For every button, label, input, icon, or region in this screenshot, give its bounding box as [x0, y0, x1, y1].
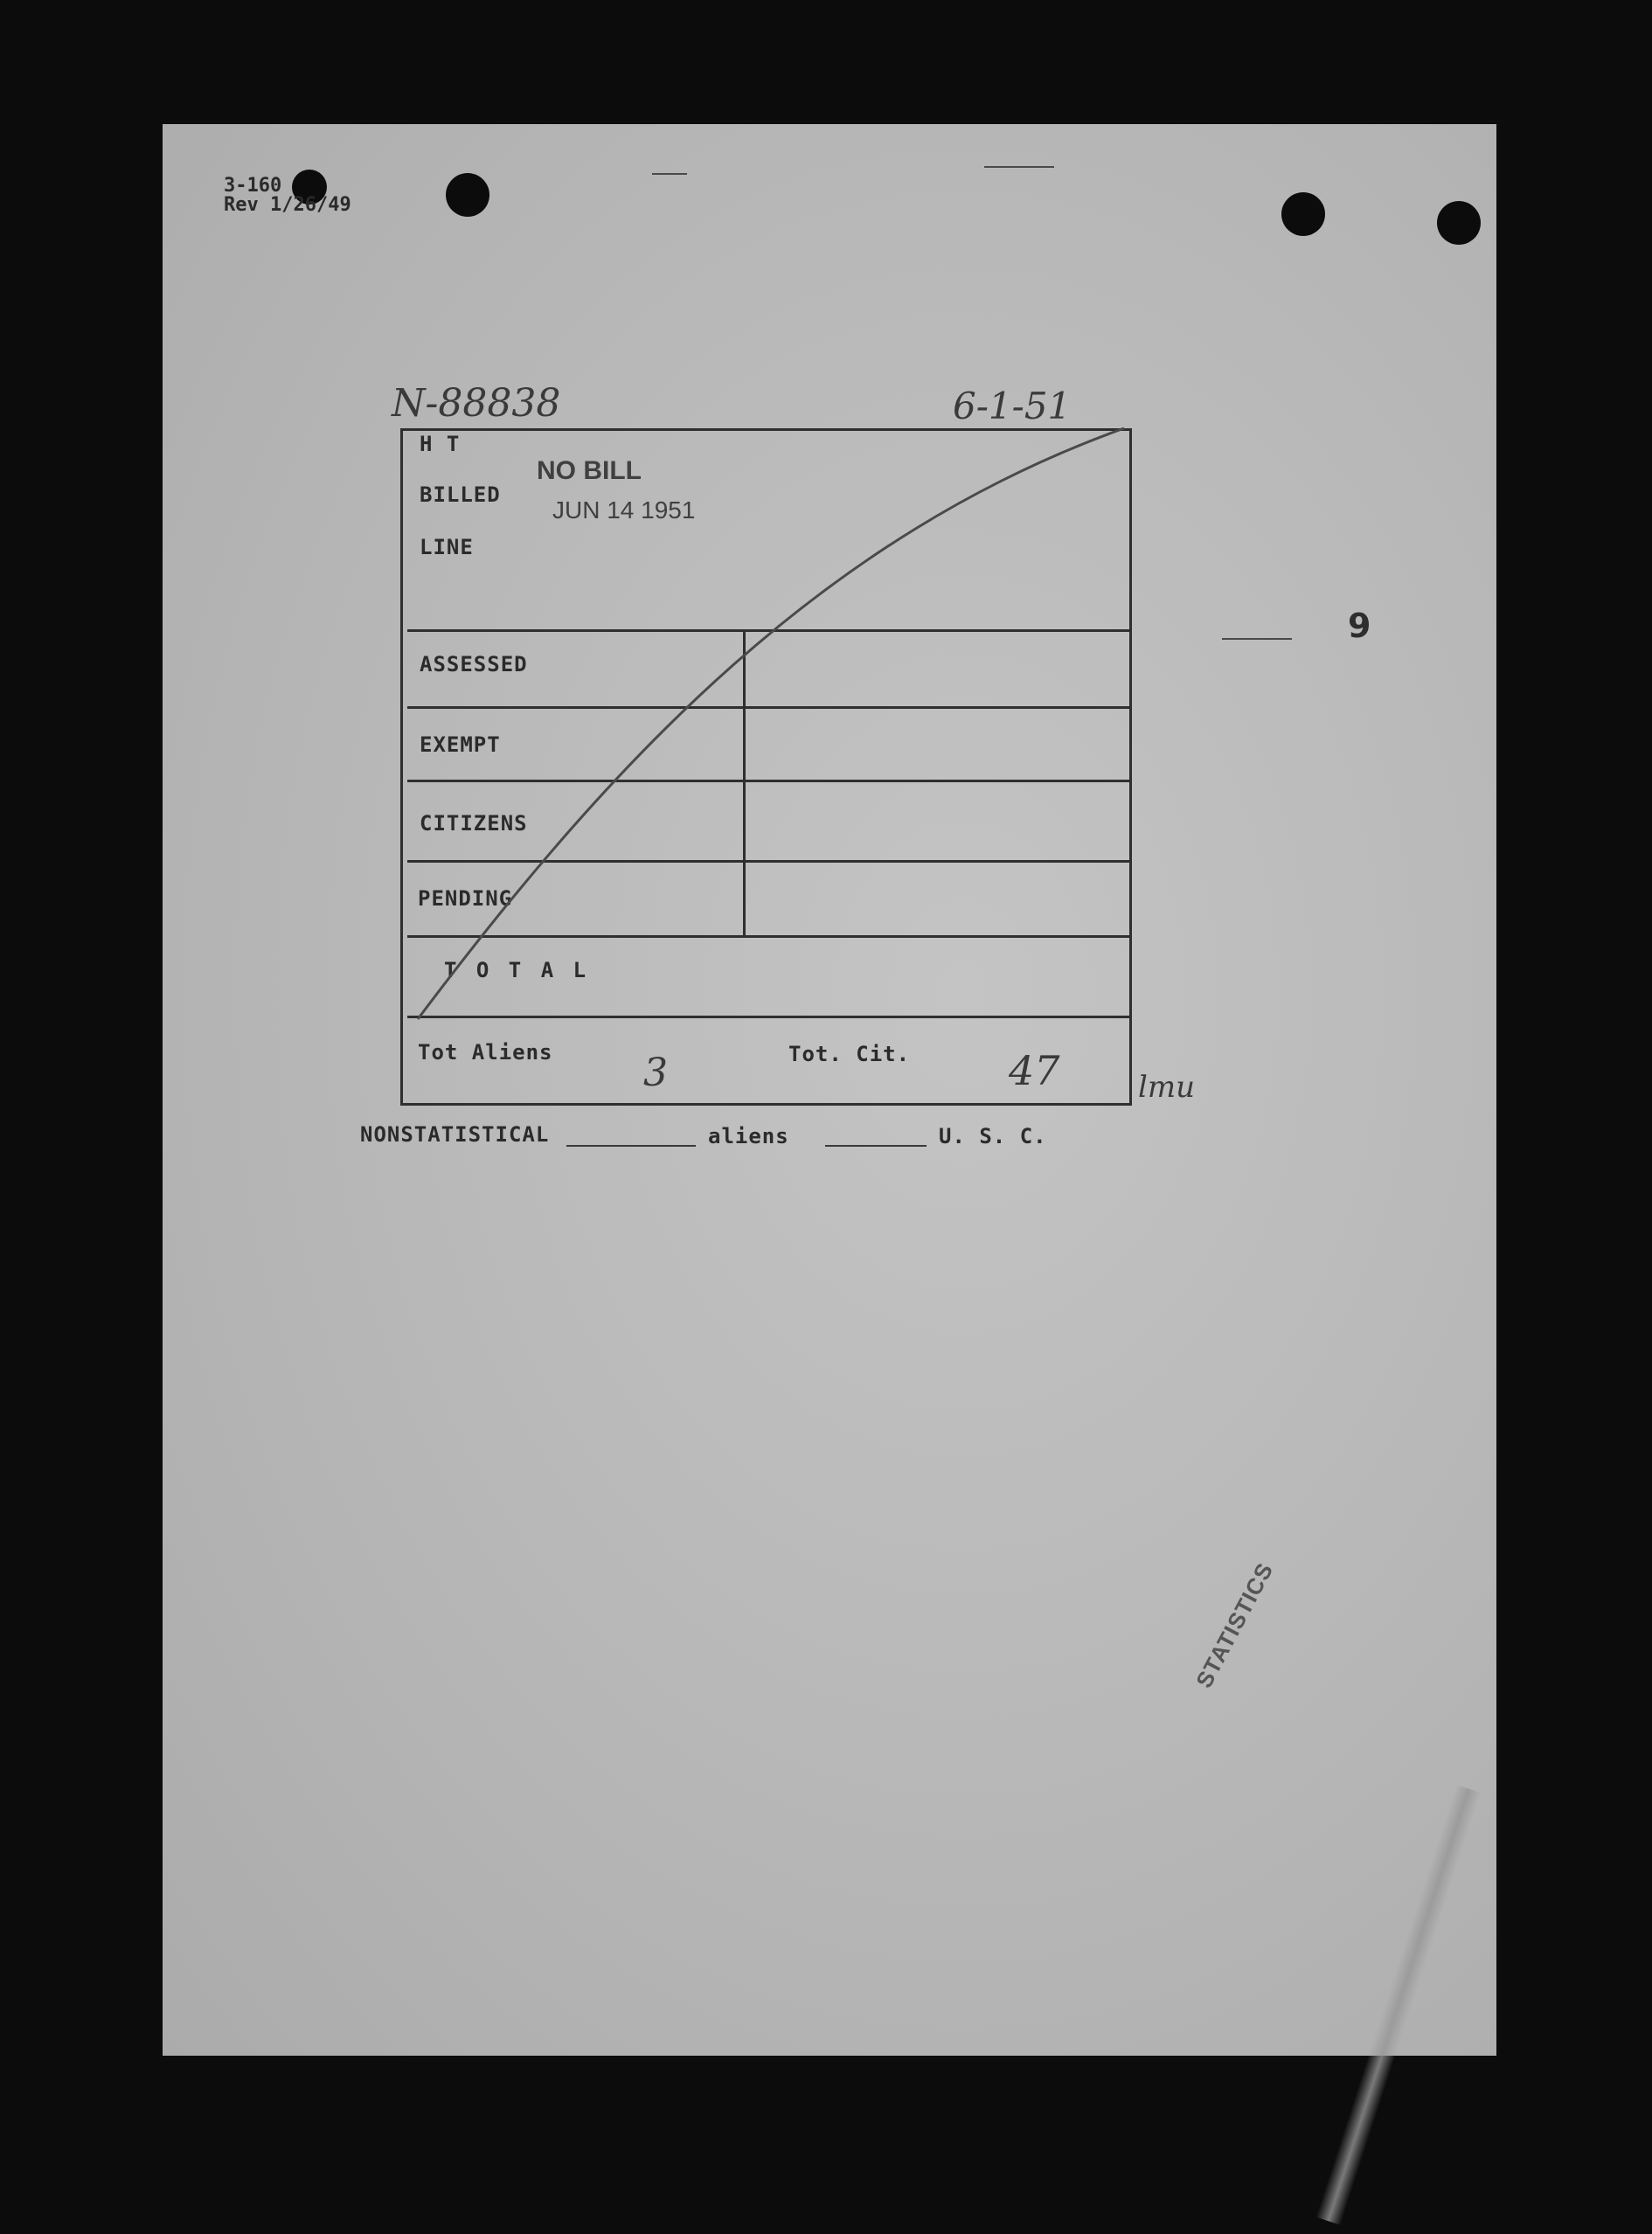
document-sheet	[163, 124, 1496, 2056]
label-billed: BILLED	[420, 482, 501, 507]
stamp-date: JUN 14 1951	[552, 496, 696, 524]
nonstatistical-blank	[566, 1145, 696, 1147]
label-tot-aliens: Tot Aliens	[418, 1040, 553, 1065]
form-revision: Rev 1/26/49	[224, 194, 351, 216]
form-number: 3-160	[224, 175, 282, 197]
no-bill-stamp: NO BILL	[537, 456, 642, 485]
statistics-stamp: STATISTICS	[1190, 1558, 1279, 1693]
total-aliens-value: 3	[643, 1051, 668, 1095]
aliens-label: aliens	[708, 1124, 789, 1148]
initials: lmu	[1138, 1070, 1196, 1105]
page-number: 9	[1348, 607, 1371, 645]
diagonal-strike	[418, 428, 1124, 1019]
file-number: N-88838	[392, 381, 561, 426]
nonstatistical-label: NONSTATISTICAL	[360, 1122, 550, 1147]
label-pending: PENDING	[418, 886, 513, 911]
label-total: T O T A L	[444, 958, 590, 982]
label-tot-cit: Tot. Cit.	[788, 1042, 911, 1066]
total-citizens-value: 47	[1009, 1047, 1060, 1094]
label-citizens: CITIZENS	[420, 811, 528, 836]
label-line: LINE	[420, 535, 474, 559]
dash-mark	[1222, 638, 1292, 640]
label-ht: H T	[420, 432, 461, 456]
cancellation-line	[163, 124, 1496, 1173]
paper-crease	[1315, 1785, 1481, 2225]
label-exempt: EXEMPT	[420, 732, 501, 757]
handwritten-date: 6-1-51	[953, 385, 1072, 427]
aliens-blank	[825, 1145, 927, 1147]
label-assessed: ASSESSED	[420, 652, 528, 676]
usc-label: U. S. C.	[939, 1124, 1047, 1148]
